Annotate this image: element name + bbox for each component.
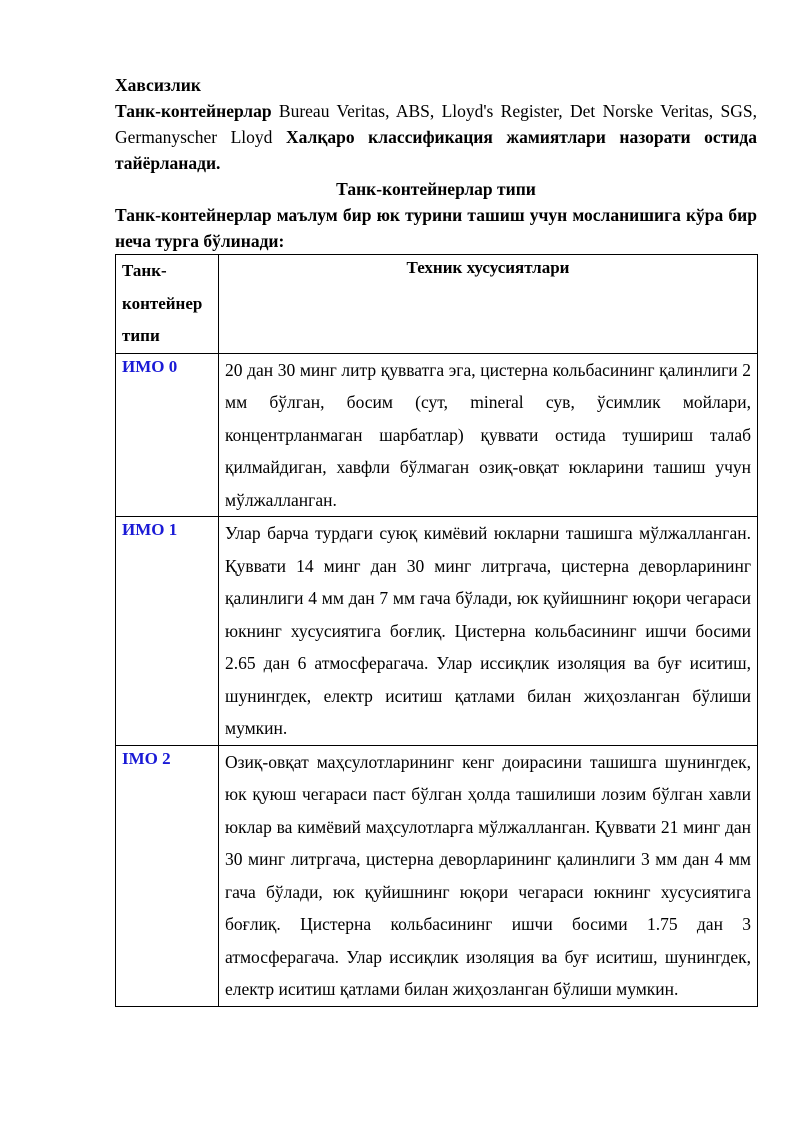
row-text-imo2: Озиқ-овқат маҳсулотларининг кенг доирасини ташишга шунингдек, юк қуюш чегараси паст бўлган ҳолда ташилиши лозим бўлган хавли юклар ва кимёвий маҳсулотларга мўлжалланган. Қуввати 21 минг дан 30 минг литргача, цистерна деворларининг қалинлиги 3 мм дан 4 мм гача бўлади, юк қуйишнинг юқори чегараси юкнинг хусусиятига боғлиқ. Цистерна кольбасининг ишчи босими 1.75 дан 3 атмосферагача. Улар иссиқлик изоляция ва буғ иситиш, шунингдек, електр иситиш қатлами билан жиҳозланган бўлиши мумкин. <box>219 745 758 1006</box>
row-type-imo1: ИМО 1 <box>116 517 219 746</box>
intro-organizations: Bureau Veritas, ABS, Lloyd's Register, Det Norske Veritas, SGS, Germanyscher Lloyd <box>115 101 757 147</box>
header-type-cell: Танк-контейнер типи <box>116 255 219 354</box>
table-header-row <box>116 255 758 354</box>
intro-bold-subject: Танк-контейнерлар <box>115 101 272 121</box>
section-heading-security: Хавсизлик <box>115 75 201 95</box>
intro-bold-predicate: Халқаро классификация жамиятлари назорати остида тайёрланади. <box>115 127 757 173</box>
row-text-imo1: Улар барча турдаги суюқ кимёвий юкларни ташишга мўлжалланган. Қуввати 14 минг дан 30 минг литргача, цистерна деворларининг қалинлиги 4 мм дан 7 мм гача бўлади, юк қуйишнинг юқори чегараси юкнинг хусусиятига боғлиқ. Цистерна кольбасининг ишчи босими 2.65 дан 6 атмосферагача. Улар иссиқлик изоляция ва буғ иситиш, шунингдек, електр иситиш қатлами билан жиҳозланган бўлиши мумкин. <box>219 517 758 746</box>
section-title-tank-types: Танк-контейнерлар типи <box>336 179 536 199</box>
document-page <box>115 72 757 1007</box>
table-row <box>116 745 758 1006</box>
row-text-imo0: 20 дан 30 минг литр қувватга эга, цистерна кольбасининг қалинлиги 2 мм бўлган, босим (сут, mineral сув, ўсимлик мойлари, концентрланмаган шарбатлар) қуввати остида тушириш талаб қилмайдиган, хавфли бўлмаган озиқ-овқат юкларини ташиш учун мўлжалланган. <box>219 353 758 517</box>
intro-paragraph <box>115 98 757 176</box>
row-type-imo0: ИМО 0 <box>116 353 219 517</box>
table-row <box>116 353 758 517</box>
header-features-cell: Техник хусусиятлари <box>219 255 758 354</box>
types-intro-paragraph: Танк-контейнерлар маълум бир юк турини ташиш учун мосланишига кўра бир неча турга бўлинади: <box>115 205 757 251</box>
tank-types-table <box>115 254 758 1007</box>
row-type-imo2: IMO 2 <box>116 745 219 1006</box>
table-row <box>116 517 758 746</box>
